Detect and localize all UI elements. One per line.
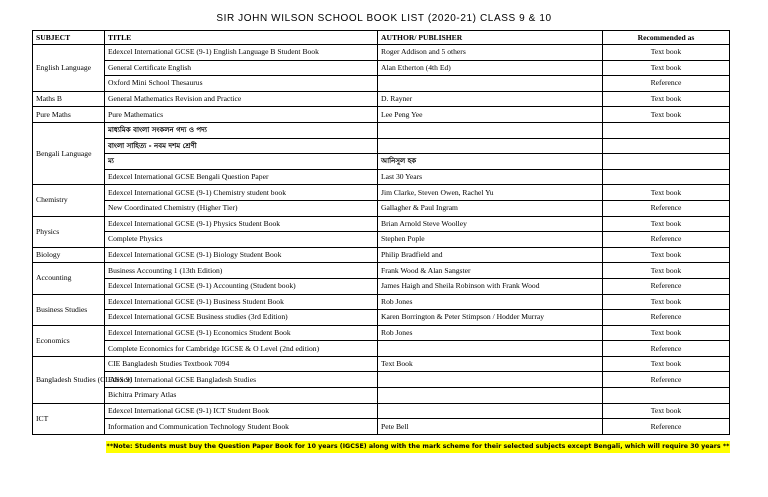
recommended-cell: Text book: [603, 263, 730, 279]
author-cell: Stephen Pople: [378, 232, 603, 248]
title-cell: General Certificate English: [105, 60, 378, 76]
title-cell: Edexcel International GCSE (9-1) Chemistry student book: [105, 185, 378, 201]
header-subject: SUBJECT: [33, 31, 105, 45]
header-author: AUTHOR/ PUBLISHER: [378, 31, 603, 45]
recommended-cell: Text book: [603, 60, 730, 76]
author-cell: Philip Bradfield and: [378, 247, 603, 263]
title-cell: Edexcel International GCSE Bangladesh Studies: [105, 372, 378, 388]
note-banner: **Note: Students must buy the Question Paper Book for 10 years (IGCSE) along with the mark scheme for their selected subjects except Bengali, which will require 30 years **: [106, 441, 730, 453]
recommended-cell: Reference: [603, 419, 730, 435]
subject-cell: Physics: [33, 216, 105, 247]
title-cell: Edexcel International GCSE (9-1) Business Student Book: [105, 294, 378, 310]
recommended-cell: Reference: [603, 278, 730, 294]
table-row: [33, 185, 730, 201]
table-row: [33, 45, 730, 61]
title-cell: Bichitra Primary Atlas: [105, 388, 378, 404]
author-cell: [378, 372, 603, 388]
recommended-cell: Text book: [603, 356, 730, 372]
author-cell: [378, 122, 603, 138]
recommended-cell: Reference: [603, 372, 730, 388]
table-row: [33, 138, 730, 154]
table-row: [33, 107, 730, 123]
author-cell: Gallagher & Paul Ingram: [378, 200, 603, 216]
author-cell: [378, 138, 603, 154]
subject-cell: Pure Maths: [33, 107, 105, 123]
subject-cell: ICT: [33, 403, 105, 434]
subject-cell: Chemistry: [33, 185, 105, 216]
recommended-cell: Text book: [603, 107, 730, 123]
title-cell: Business Accounting 1 (13th Edition): [105, 263, 378, 279]
subject-cell: English Language: [33, 45, 105, 92]
title-cell: Edexcel International GCSE (9-1) Biology Student Book: [105, 247, 378, 263]
author-cell: Rob Jones: [378, 325, 603, 341]
title-cell: মাধ্যমিক বাংলা সংকলন গদ্য ও পদ্য: [105, 122, 378, 138]
recommended-cell: Reference: [603, 200, 730, 216]
table-row: [33, 263, 730, 279]
title-cell: Complete Economics for Cambridge IGCSE & O Level (2nd edition): [105, 341, 378, 357]
author-cell: [378, 76, 603, 92]
recommended-cell: Reference: [603, 341, 730, 357]
author-cell: [378, 403, 603, 419]
author-cell: D. Rayner: [378, 91, 603, 107]
title-cell: Edexcel International GCSE (9-1) Accounting (Student book): [105, 278, 378, 294]
title-cell: General Mathematics Revision and Practice: [105, 91, 378, 107]
author-cell: Rob Jones: [378, 294, 603, 310]
recommended-cell: Text book: [603, 403, 730, 419]
table-row: [33, 341, 730, 357]
table-row: [33, 403, 730, 419]
table-row: [33, 310, 730, 326]
recommended-cell: Text book: [603, 91, 730, 107]
recommended-cell: Reference: [603, 232, 730, 248]
table-row: [33, 388, 730, 404]
author-cell: Alan Etherton (4th Ed): [378, 60, 603, 76]
title-cell: ম্য: [105, 154, 378, 170]
recommended-cell: Text book: [603, 247, 730, 263]
author-cell: James Haigh and Sheila Robinson with Frank Wood: [378, 278, 603, 294]
author-cell: Pete Bell: [378, 419, 603, 435]
table-row: [33, 278, 730, 294]
title-cell: New Coordinated Chemistry (Higher Tier): [105, 200, 378, 216]
author-cell: [378, 341, 603, 357]
recommended-cell: [603, 122, 730, 138]
title-cell: Edexcel International GCSE Bengali Question Paper: [105, 169, 378, 185]
recommended-cell: Reference: [603, 76, 730, 92]
recommended-cell: [603, 388, 730, 404]
title-cell: Information and Communication Technology Student Book: [105, 419, 378, 435]
table-row: [33, 356, 730, 372]
author-cell: Lee Peng Yee: [378, 107, 603, 123]
table-row: [33, 372, 730, 388]
title-cell: Oxford Mini School Thesaurus: [105, 76, 378, 92]
author-cell: Last 30 Years: [378, 169, 603, 185]
page-title: SIR JOHN WILSON SCHOOL BOOK LIST (2020-21) CLASS 9 & 10: [216, 13, 552, 24]
recommended-cell: Reference: [603, 310, 730, 326]
recommended-cell: [603, 138, 730, 154]
title-cell: বাংলা সাহিত্য - নবম দশম শ্রেণী: [105, 138, 378, 154]
table-row: [33, 154, 730, 170]
subject-cell: Biology: [33, 247, 105, 263]
recommended-cell: Text book: [603, 185, 730, 201]
subject-cell: Bangladesh Studies (CLASS 9): [33, 356, 105, 403]
subject-cell: Accounting: [33, 263, 105, 294]
table-row: [33, 216, 730, 232]
recommended-cell: Text book: [603, 45, 730, 61]
table-row: [33, 232, 730, 248]
subject-cell: Business Studies: [33, 294, 105, 325]
table-row: [33, 200, 730, 216]
author-cell: Text Book: [378, 356, 603, 372]
table-row: [33, 91, 730, 107]
author-cell: Brian Arnold Steve Woolley: [378, 216, 603, 232]
subject-cell: Bengali Language: [33, 122, 105, 184]
table-row: [33, 60, 730, 76]
recommended-cell: [603, 169, 730, 185]
author-cell: Karen Borrington & Peter Stimpson / Hodder Murray: [378, 310, 603, 326]
recommended-cell: Text book: [603, 294, 730, 310]
author-cell: আনিসুল হক: [378, 154, 603, 170]
table-row: [33, 325, 730, 341]
subject-cell: Economics: [33, 325, 105, 356]
author-cell: Frank Wood & Alan Sangster: [378, 263, 603, 279]
header-title: TITLE: [105, 31, 378, 45]
author-cell: Jim Clarke, Steven Owen, Rachel Yu: [378, 185, 603, 201]
table-row: [33, 76, 730, 92]
recommended-cell: Text book: [603, 325, 730, 341]
table-row: [33, 247, 730, 263]
title-cell: Edexcel International GCSE (9-1) Economics Student Book: [105, 325, 378, 341]
recommended-cell: Text book: [603, 216, 730, 232]
book-list-table: [32, 30, 730, 435]
subject-cell: Maths B: [33, 91, 105, 107]
table-row: [33, 294, 730, 310]
author-cell: Roger Addison and 5 others: [378, 45, 603, 61]
table-row: [33, 419, 730, 435]
title-cell: Pure Mathematics: [105, 107, 378, 123]
recommended-cell: [603, 154, 730, 170]
table-row: [33, 122, 730, 138]
title-cell: Complete Physics: [105, 232, 378, 248]
title-cell: Edexcel International GCSE (9-1) Physics Student Book: [105, 216, 378, 232]
title-cell: Edexcel International GCSE (9-1) English Language B Student Book: [105, 45, 378, 61]
header-recommended: Recommended as: [603, 31, 730, 45]
author-cell: [378, 388, 603, 404]
title-cell: Edexcel International GCSE Business studies (3rd Edition): [105, 310, 378, 326]
title-cell: Edexcel International GCSE (9-1) ICT Student Book: [105, 403, 378, 419]
title-cell: CIE Bangladesh Studies Textbook 7094: [105, 356, 378, 372]
table-row: [33, 169, 730, 185]
table-header-row: [33, 31, 730, 45]
